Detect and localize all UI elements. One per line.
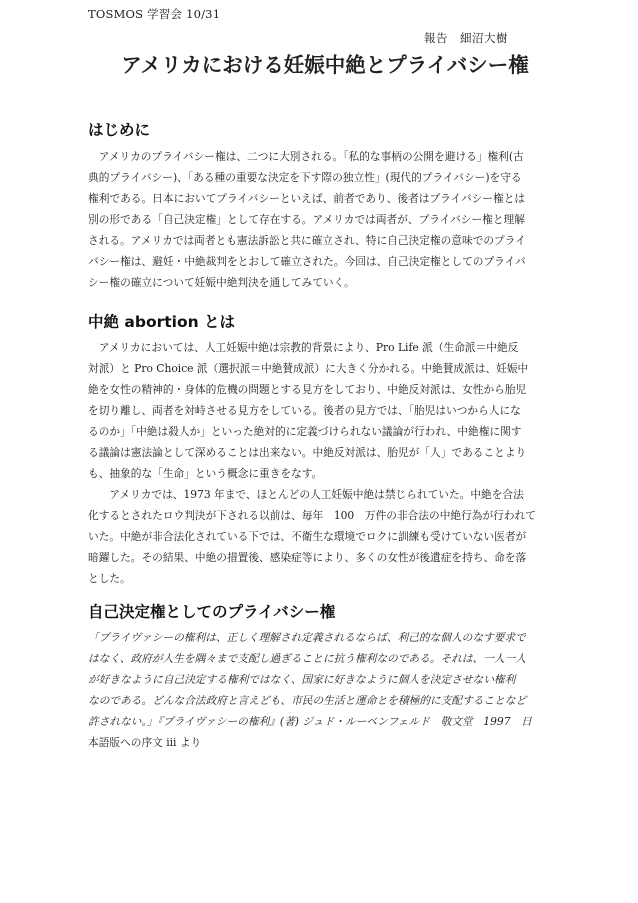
- text-line: 典的プライバシー)、「ある種の重要な決定を下す際の独立性」(現代的プライバシー)を守る: [88, 171, 522, 184]
- text-line: 権利である。日本においてプライバシーといえば、前者であり、後者はプライバシー権とは: [88, 192, 526, 205]
- document-title: アメリカにおける妊娠中絶とプライバシー権: [121, 53, 529, 77]
- text-line: とした。: [88, 572, 131, 585]
- text-line: 暗躍した。その結果、中絶の措置後、感染症等により、多くの女性が後遺症を持ち、命を落: [88, 551, 527, 564]
- text-line: なのである。どんな合法政府と言えども、市民の生活と運命とを積極的に支配することなど: [88, 694, 527, 707]
- text-line: 絶を女性の精神的・身体的危機の問題とする見方をしており、中絶反対派は、女性から胎児: [88, 383, 527, 396]
- text-line: る議論は憲法論として深めることは出来ない。中絶反対派は、胎児が「人」であることより: [88, 446, 527, 459]
- section-body-abortion: [88, 337, 550, 589]
- text-line: いた。中絶が非合法化されている下では、不衛生な環境でロクに訓練も受けていない医者が: [88, 530, 527, 543]
- section-body-quote: [88, 627, 550, 753]
- text-line: 別の形である「自己決定権」として存在する。アメリカでは両者が、プライバシー権と理解: [88, 213, 525, 226]
- text-line: るのか」「中絶は殺人か」といった絶対的に定義づけられない議論が行われ、中絶権に関す: [88, 425, 522, 438]
- text-line: シー権の確立について妊娠中絶判決を通してみていく。: [88, 276, 355, 289]
- text-line: 化するとされたロウ判決が下される以前は、毎年 100 万件の非合法の中絶行為が行われて: [88, 509, 536, 522]
- text-line: も、抽象的な「生命」という概念に重きをなす。: [88, 467, 323, 480]
- text-line: アメリカにおいては、人工妊娠中絶は宗教的背景により、Pro Life 派（生命派＝中絶反: [88, 341, 519, 354]
- text-line: 許されない。」『プライヴァシーの権利』(著) ジュド・ルーベンフェルド 敬文堂 1997 日: [88, 715, 532, 728]
- section-body-introduction: [88, 146, 550, 293]
- text-line: 本語版への序文 iii より: [88, 736, 202, 749]
- text-line: アメリカでは、1973 年まで、ほとんどの人工妊娠中絶は禁じられていた。中絶を合法: [88, 488, 524, 501]
- text-line: アメリカのプライバシー権は、二つに大別される。「私的な事柄の公開を避ける」権利(古: [88, 150, 524, 163]
- section-heading-self-determination: 自己決定権としてのプライバシー権: [88, 603, 336, 621]
- course-header: TOSMOS 学習会 10/31: [88, 7, 221, 21]
- text-line: バシー権は、避妊・中絶裁判をとおして確立された。今回は、自己決定権としてのプライバ: [88, 255, 526, 268]
- text-line: 対派）と Pro Choice 派（選択派＝中絶賛成派）に大きく分かれる。中絶賛成派は、妊娠中: [88, 362, 529, 375]
- text-line: される。アメリカでは両者とも憲法訴訟と共に確立され、特に自己決定権の意味でのプライ: [88, 234, 526, 247]
- text-line: はなく、政府が人生を隅々まで支配し過ぎることに抗う権利なのである。それは、一人一人: [88, 652, 526, 665]
- text-line: を切り離し、両者を対峙させる見方をしている。後者の見方では、「胎児はいつから人にな: [88, 404, 521, 417]
- section-heading-abortion: 中絶 abortion とは: [88, 313, 236, 331]
- text-line: が好きなように自己決定する権利ではなく、国家に好きなように個人を決定させない権利: [88, 673, 516, 686]
- reporter-name: 報告 細沼大樹: [424, 31, 508, 45]
- section-heading-introduction: はじめに: [88, 121, 151, 139]
- text-line: 「プライヴァシーの権利は、正しく理解され定義されるならば、利己的な個人のなす要求で: [88, 631, 526, 644]
